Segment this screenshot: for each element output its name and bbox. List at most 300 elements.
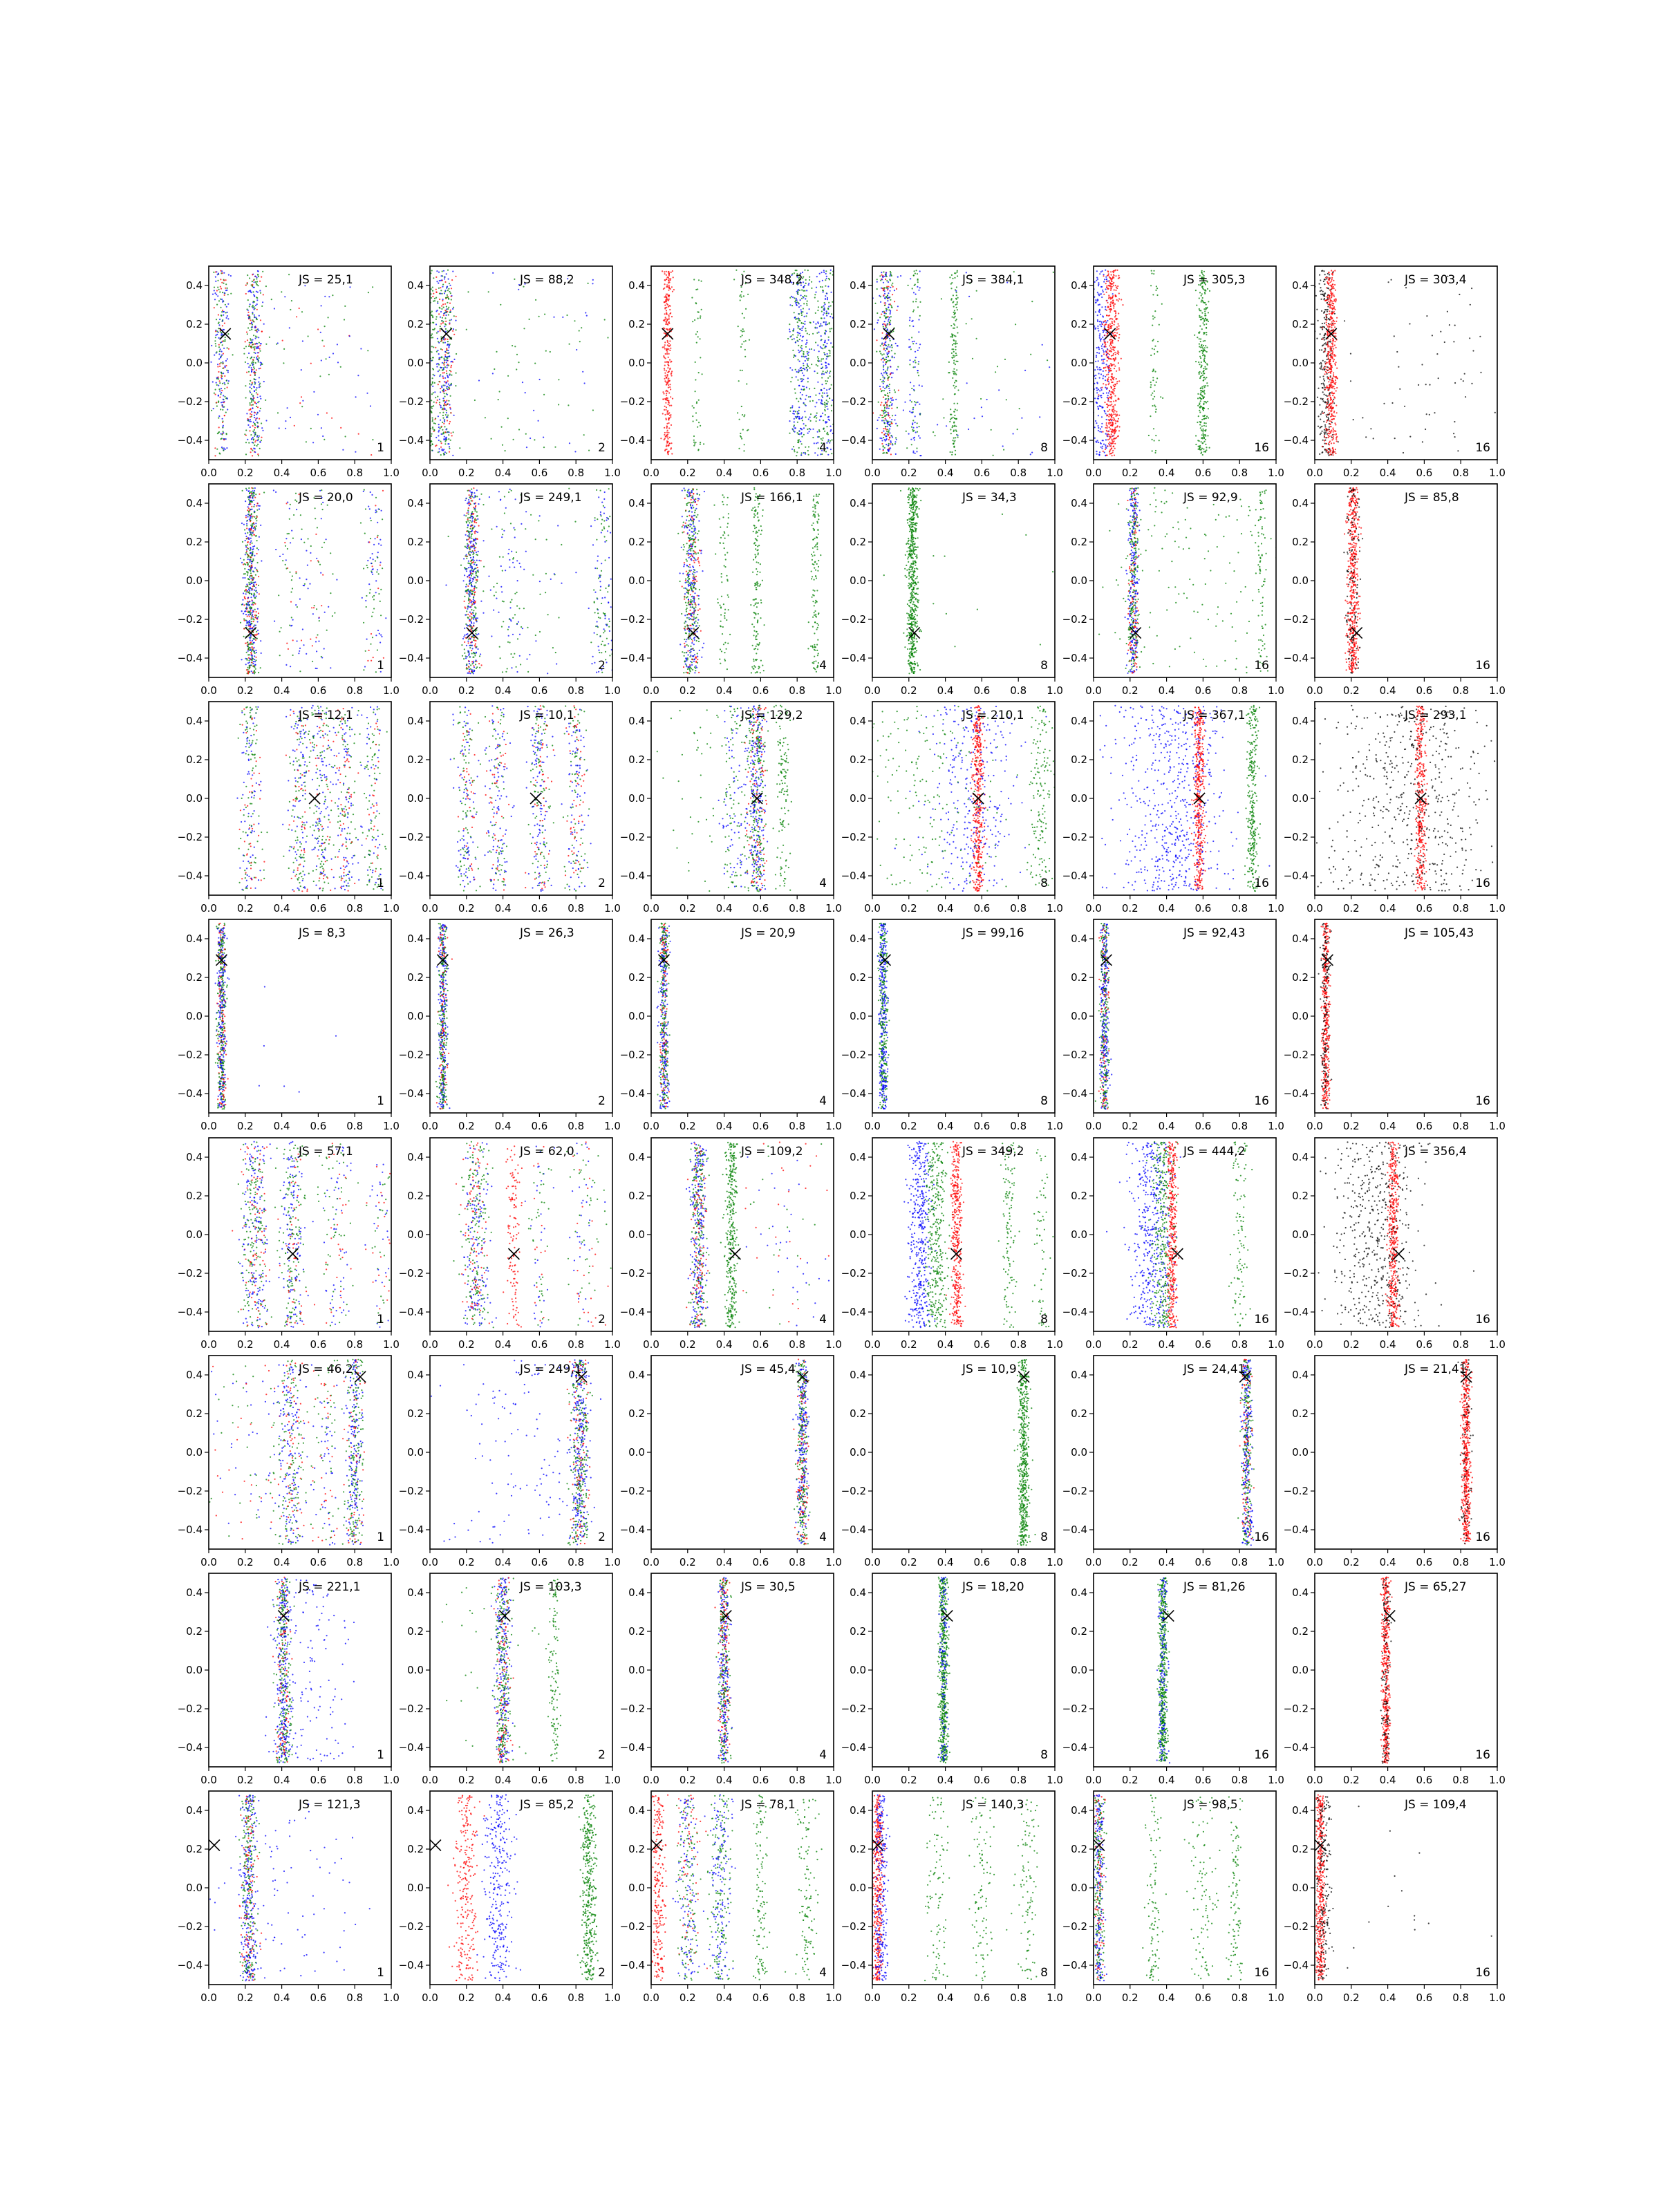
point <box>813 321 814 323</box>
point <box>976 290 977 292</box>
point <box>800 398 802 400</box>
point <box>798 372 799 373</box>
point <box>825 414 826 415</box>
point <box>815 312 816 314</box>
point <box>223 399 224 400</box>
point <box>915 366 916 368</box>
point <box>888 336 889 337</box>
point <box>227 312 228 313</box>
point <box>1106 392 1107 393</box>
point <box>431 433 432 435</box>
point <box>1107 302 1108 303</box>
point <box>1323 421 1324 422</box>
point <box>1202 442 1203 444</box>
point <box>223 395 224 396</box>
point <box>216 319 217 320</box>
point <box>431 384 432 385</box>
point <box>806 303 807 304</box>
point <box>218 289 220 290</box>
point <box>444 292 445 294</box>
point <box>825 406 826 408</box>
point <box>345 435 346 437</box>
point <box>885 418 886 420</box>
point <box>250 404 251 406</box>
point <box>801 328 803 329</box>
point <box>513 439 514 440</box>
point <box>1324 424 1326 426</box>
point <box>1113 379 1114 380</box>
point <box>822 286 823 288</box>
point <box>880 301 881 303</box>
point <box>1096 277 1098 279</box>
point <box>255 337 256 339</box>
point <box>221 270 223 272</box>
point <box>883 390 885 391</box>
point <box>1104 279 1105 280</box>
point <box>1334 344 1335 346</box>
point <box>296 316 297 317</box>
point <box>804 321 805 322</box>
point <box>1156 294 1158 296</box>
point <box>1326 443 1327 444</box>
point <box>367 350 368 351</box>
point <box>1199 356 1201 357</box>
point <box>1110 302 1112 303</box>
point <box>892 397 893 398</box>
point <box>666 426 668 427</box>
point <box>803 290 804 292</box>
point <box>877 319 879 321</box>
point <box>885 345 887 346</box>
point <box>1103 275 1104 276</box>
point <box>256 387 257 388</box>
point <box>1203 371 1204 373</box>
point <box>664 378 666 379</box>
point <box>253 422 254 423</box>
point <box>883 288 885 290</box>
point <box>443 409 444 410</box>
point <box>1103 371 1104 372</box>
point <box>443 433 444 434</box>
point <box>820 324 821 325</box>
point <box>219 380 221 382</box>
point <box>445 328 447 330</box>
point <box>664 319 666 320</box>
point <box>806 290 807 291</box>
point <box>442 369 444 371</box>
point <box>1109 354 1110 355</box>
point <box>1097 279 1098 280</box>
point <box>1204 293 1206 294</box>
point <box>256 318 257 319</box>
point <box>438 435 439 436</box>
point <box>665 333 666 335</box>
point <box>216 405 218 406</box>
point <box>456 316 457 317</box>
point <box>442 342 444 344</box>
point <box>1199 326 1201 327</box>
point <box>887 375 888 376</box>
point <box>433 375 435 376</box>
point <box>821 400 823 402</box>
point <box>249 323 250 324</box>
point <box>827 416 829 418</box>
point <box>912 420 914 421</box>
point <box>881 420 883 421</box>
point <box>250 448 252 449</box>
point <box>1110 271 1112 272</box>
point <box>432 287 433 288</box>
point <box>823 321 825 323</box>
point <box>221 315 222 317</box>
point <box>807 355 809 356</box>
point <box>217 287 218 288</box>
point <box>908 339 910 340</box>
point <box>1200 453 1201 454</box>
point <box>948 372 950 373</box>
point <box>955 349 956 350</box>
point <box>1331 277 1333 279</box>
point <box>261 364 263 365</box>
point <box>1333 340 1334 341</box>
point <box>328 374 330 375</box>
point <box>446 416 447 418</box>
point <box>444 396 445 397</box>
point <box>441 433 442 435</box>
point <box>976 338 977 339</box>
point <box>1322 328 1323 330</box>
point <box>340 366 341 368</box>
point <box>438 451 439 453</box>
x-tick-label: 1.0 <box>604 467 621 479</box>
point <box>700 317 701 319</box>
point <box>890 313 891 315</box>
point <box>442 293 443 294</box>
point <box>1113 358 1114 359</box>
point <box>249 290 250 292</box>
point <box>818 429 820 431</box>
point <box>1201 395 1203 396</box>
point <box>915 362 917 363</box>
point <box>485 417 486 418</box>
point <box>1109 365 1110 366</box>
point <box>221 388 222 389</box>
point <box>912 343 914 344</box>
point <box>803 423 805 424</box>
point <box>592 409 594 411</box>
point <box>664 373 666 374</box>
point <box>914 270 915 272</box>
point <box>1320 366 1322 368</box>
point <box>796 304 797 306</box>
point <box>666 436 667 438</box>
point <box>952 278 953 279</box>
point <box>950 433 952 434</box>
point <box>1151 273 1152 274</box>
point <box>438 341 439 342</box>
point <box>911 427 912 428</box>
point <box>1335 299 1337 301</box>
point <box>953 324 955 325</box>
point <box>793 431 794 432</box>
point <box>1115 400 1116 402</box>
point <box>1333 324 1334 326</box>
point <box>322 435 324 437</box>
point <box>1113 413 1114 415</box>
point <box>439 330 440 332</box>
point <box>952 427 953 428</box>
point <box>1096 355 1097 356</box>
point <box>801 429 803 430</box>
point <box>910 382 911 383</box>
point <box>432 322 433 324</box>
point <box>697 288 698 290</box>
point <box>879 317 881 318</box>
point <box>1206 319 1207 321</box>
point <box>432 317 433 318</box>
point <box>1336 317 1338 319</box>
point <box>448 347 449 348</box>
point <box>896 439 897 440</box>
point <box>1099 333 1100 335</box>
point <box>254 375 256 376</box>
point <box>1099 273 1100 274</box>
point <box>973 418 975 419</box>
point <box>667 294 668 295</box>
point <box>1333 434 1335 435</box>
point <box>438 331 439 332</box>
point <box>740 370 741 371</box>
point <box>1097 315 1098 316</box>
point <box>809 334 810 335</box>
point <box>887 294 888 296</box>
point <box>823 272 825 273</box>
point <box>823 388 825 389</box>
point <box>1115 438 1116 439</box>
point <box>247 274 248 276</box>
point <box>1152 377 1154 378</box>
point <box>800 294 802 296</box>
x-tick-label: 0.6 <box>973 467 990 479</box>
point <box>1113 420 1114 421</box>
point <box>820 286 821 288</box>
point <box>1333 359 1335 360</box>
point <box>1108 422 1109 424</box>
point <box>845 285 846 287</box>
point <box>1201 346 1203 348</box>
point <box>1330 304 1331 306</box>
point <box>1329 427 1330 428</box>
point <box>1208 418 1209 419</box>
point <box>809 431 810 432</box>
point <box>889 421 890 422</box>
point <box>887 324 888 326</box>
point <box>884 297 885 299</box>
point <box>579 330 580 331</box>
point <box>1204 290 1206 291</box>
point <box>887 449 888 451</box>
point <box>890 359 891 361</box>
point <box>1197 393 1199 395</box>
point <box>968 429 969 430</box>
point <box>830 371 831 372</box>
point <box>290 417 291 418</box>
point <box>814 294 816 295</box>
point <box>665 409 666 411</box>
point <box>671 371 673 372</box>
point <box>664 344 666 346</box>
point <box>440 317 441 318</box>
point <box>912 341 913 342</box>
point <box>1329 386 1330 388</box>
point <box>831 313 832 315</box>
point <box>808 454 809 456</box>
point <box>664 346 665 348</box>
point <box>1108 392 1109 393</box>
point <box>455 276 456 277</box>
point <box>1199 410 1200 411</box>
point <box>1330 341 1331 342</box>
point <box>741 291 742 292</box>
point <box>667 430 668 431</box>
point <box>442 429 443 431</box>
point <box>953 373 955 374</box>
point <box>1205 430 1206 431</box>
point <box>917 370 918 371</box>
point <box>445 440 447 441</box>
point <box>247 339 248 341</box>
point <box>218 353 220 355</box>
point <box>256 309 258 310</box>
point <box>666 284 668 285</box>
point <box>794 317 796 319</box>
point <box>200 393 202 395</box>
point <box>919 270 921 272</box>
point <box>449 285 451 286</box>
point <box>259 383 261 384</box>
point <box>224 415 225 416</box>
point <box>825 383 827 384</box>
point <box>1322 339 1323 340</box>
point <box>437 310 438 311</box>
point <box>811 364 812 365</box>
point <box>789 324 790 325</box>
point <box>1207 307 1208 308</box>
point <box>884 359 885 360</box>
point <box>888 353 889 354</box>
point <box>259 315 260 317</box>
point <box>879 414 881 415</box>
point <box>254 344 256 345</box>
point <box>431 333 433 335</box>
point <box>1103 281 1105 283</box>
point <box>668 432 669 433</box>
point <box>1330 339 1331 341</box>
point <box>1102 337 1103 338</box>
point <box>1197 337 1198 338</box>
point <box>1206 304 1207 306</box>
point <box>1204 386 1206 388</box>
point <box>222 272 223 274</box>
point <box>1328 351 1329 353</box>
point <box>825 346 827 347</box>
point <box>904 402 906 403</box>
point <box>1110 445 1112 447</box>
point <box>888 439 890 440</box>
point <box>223 329 225 330</box>
point <box>882 332 883 334</box>
point <box>255 440 256 441</box>
point <box>219 366 221 367</box>
point <box>256 392 257 393</box>
point <box>803 356 804 357</box>
point <box>1197 397 1199 399</box>
point <box>792 350 794 351</box>
point <box>819 380 821 382</box>
point <box>667 381 668 382</box>
point <box>449 448 450 449</box>
point <box>431 335 432 336</box>
point <box>447 344 449 345</box>
point <box>894 415 896 416</box>
point <box>254 444 255 446</box>
point <box>1091 397 1093 398</box>
point <box>955 320 957 321</box>
point <box>894 391 896 393</box>
point <box>935 435 936 436</box>
point <box>251 414 252 415</box>
y-tick-label: 0.4 <box>1071 279 1087 292</box>
point <box>740 330 742 331</box>
point <box>1103 351 1105 353</box>
point <box>1102 440 1103 441</box>
point <box>1101 416 1103 418</box>
point <box>1114 368 1115 369</box>
point <box>1203 407 1204 409</box>
point <box>1111 364 1112 365</box>
point <box>829 388 830 390</box>
point <box>256 297 257 298</box>
point <box>1203 391 1205 393</box>
point <box>821 377 823 378</box>
point <box>892 283 893 284</box>
point <box>1327 296 1328 297</box>
point <box>805 283 807 284</box>
point <box>1104 451 1105 453</box>
point <box>830 292 832 293</box>
point <box>1203 349 1205 350</box>
point <box>668 315 670 316</box>
point <box>741 438 742 440</box>
point <box>668 404 669 405</box>
point <box>953 443 954 444</box>
point <box>1206 363 1208 364</box>
point <box>966 323 967 324</box>
point <box>915 453 916 454</box>
point <box>450 366 451 368</box>
point <box>887 366 888 368</box>
point <box>805 346 807 348</box>
point <box>1106 455 1107 456</box>
point <box>812 333 814 335</box>
point <box>1203 321 1205 322</box>
point <box>1112 406 1114 407</box>
x-tick-label: 0.6 <box>531 467 547 479</box>
point <box>215 276 216 278</box>
point <box>319 375 321 377</box>
point <box>491 438 492 440</box>
point <box>1329 431 1330 432</box>
